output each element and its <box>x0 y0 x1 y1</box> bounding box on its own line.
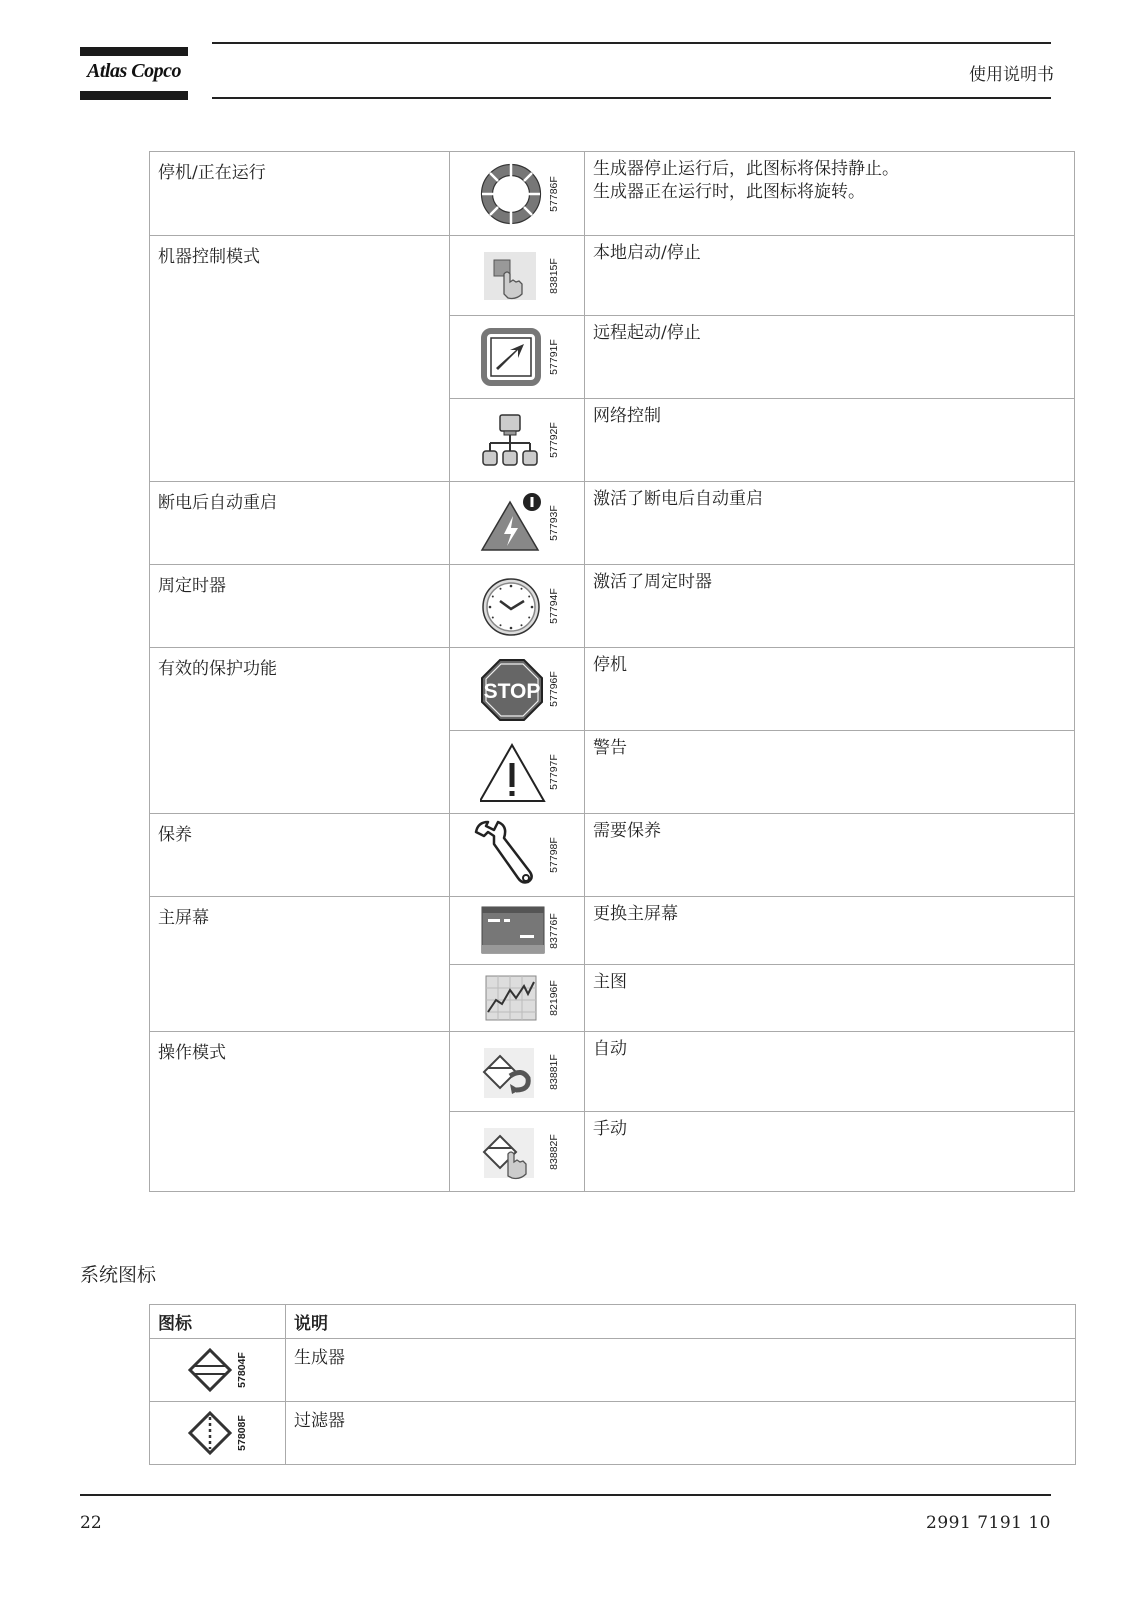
system-icon-table <box>149 1304 1076 1465</box>
stop-sign-icon <box>480 656 544 722</box>
description-cell: 远程起动/停止 <box>585 316 1075 399</box>
auto-mode-icon <box>480 1042 538 1104</box>
table-row <box>150 897 1075 965</box>
icon-code: 57794F <box>548 588 560 624</box>
stop-sign-text: STOP <box>483 680 541 703</box>
table-row <box>150 814 1075 897</box>
generator-diamond-icon <box>188 1347 232 1393</box>
description-cell: 更换主屏幕 <box>585 897 1075 965</box>
main-screen-icon <box>480 903 546 959</box>
category-cell: 周定时器 <box>150 565 450 648</box>
icon-code: 57792F <box>548 422 560 458</box>
document-number: 2991 7191 10 <box>926 1513 1051 1533</box>
description-cell: 警告 <box>585 731 1075 814</box>
category-cell: 有效的保护功能 <box>150 648 450 814</box>
category-cell: 机器控制模式 <box>150 236 450 482</box>
table-row <box>150 1402 1076 1465</box>
table-row <box>150 648 1075 731</box>
icon-code: 83815F <box>548 257 560 294</box>
network-icon <box>480 407 542 473</box>
category-cell: 操作模式 <box>150 1032 450 1192</box>
chart-icon <box>484 972 540 1024</box>
icon-table <box>149 151 1075 1192</box>
table-row <box>150 236 1075 316</box>
table-row <box>150 482 1075 565</box>
description-cell: 生成器停止运行后，此图标将保持静止。 生成器正在运行时，此图标将旋转。 <box>585 152 1075 236</box>
icon-code: 83882F <box>548 1133 560 1170</box>
description-cell: 本地启动/停止 <box>585 236 1075 316</box>
table-row <box>150 1339 1076 1402</box>
table-row <box>150 1032 1075 1112</box>
icon-code: 83881F <box>548 1053 560 1090</box>
icon-code: 57797F <box>548 754 560 790</box>
icon-code: 83776F <box>548 912 560 949</box>
column-header: 图标 <box>150 1305 286 1339</box>
column-header: 说明 <box>286 1305 1076 1339</box>
doc-title: 使用说明书 <box>969 65 1054 85</box>
icon-code: 82196F <box>548 980 560 1016</box>
rotating-ring-icon <box>480 160 542 228</box>
icon-code: 57804F <box>236 1352 248 1388</box>
local-hand-icon <box>480 244 542 306</box>
category-cell: 主屏幕 <box>150 897 450 1032</box>
description-cell: 主图 <box>585 965 1075 1032</box>
category-cell: 停机/正在运行 <box>150 152 450 236</box>
footer-line <box>80 1494 1051 1496</box>
section-title: 系统图标 <box>80 1264 157 1286</box>
header-bottom-line <box>212 97 1051 99</box>
warning-triangle-icon <box>480 739 546 805</box>
filter-diamond-icon <box>188 1410 232 1456</box>
category-cell: 断电后自动重启 <box>150 482 450 565</box>
description-cell: 激活了断电后自动重启 <box>585 482 1075 565</box>
table-header-row <box>150 1305 1076 1339</box>
icon-code: 57786F <box>548 175 560 212</box>
description-cell: 自动 <box>585 1032 1075 1112</box>
header-top-line <box>212 42 1051 44</box>
icon-code: 57791F <box>548 339 560 375</box>
manual-mode-icon <box>480 1122 538 1184</box>
description-cell: 过滤器 <box>286 1402 1076 1465</box>
description-cell: 需要保养 <box>585 814 1075 897</box>
page-number: 22 <box>80 1513 102 1533</box>
description-cell: 生成器 <box>286 1339 1076 1402</box>
clock-icon <box>480 573 542 639</box>
icon-code: 57793F <box>548 505 560 541</box>
description-cell: 激活了周定时器 <box>585 565 1075 648</box>
category-cell: 保养 <box>150 814 450 897</box>
icon-code: 57808F <box>236 1415 248 1451</box>
table-row <box>150 565 1075 648</box>
remote-arrow-icon <box>480 324 542 390</box>
atlas-copco-logo: Atlas Copco <box>80 47 188 100</box>
wrench-icon <box>474 816 536 888</box>
description-cell: 停机 <box>585 648 1075 731</box>
description-cell: 手动 <box>585 1112 1075 1192</box>
icon-code: 57796F <box>548 671 560 707</box>
auto-restart-icon <box>480 490 544 556</box>
table-row <box>150 152 1075 236</box>
description-cell: 网络控制 <box>585 399 1075 482</box>
icon-code: 57798F <box>548 837 560 873</box>
